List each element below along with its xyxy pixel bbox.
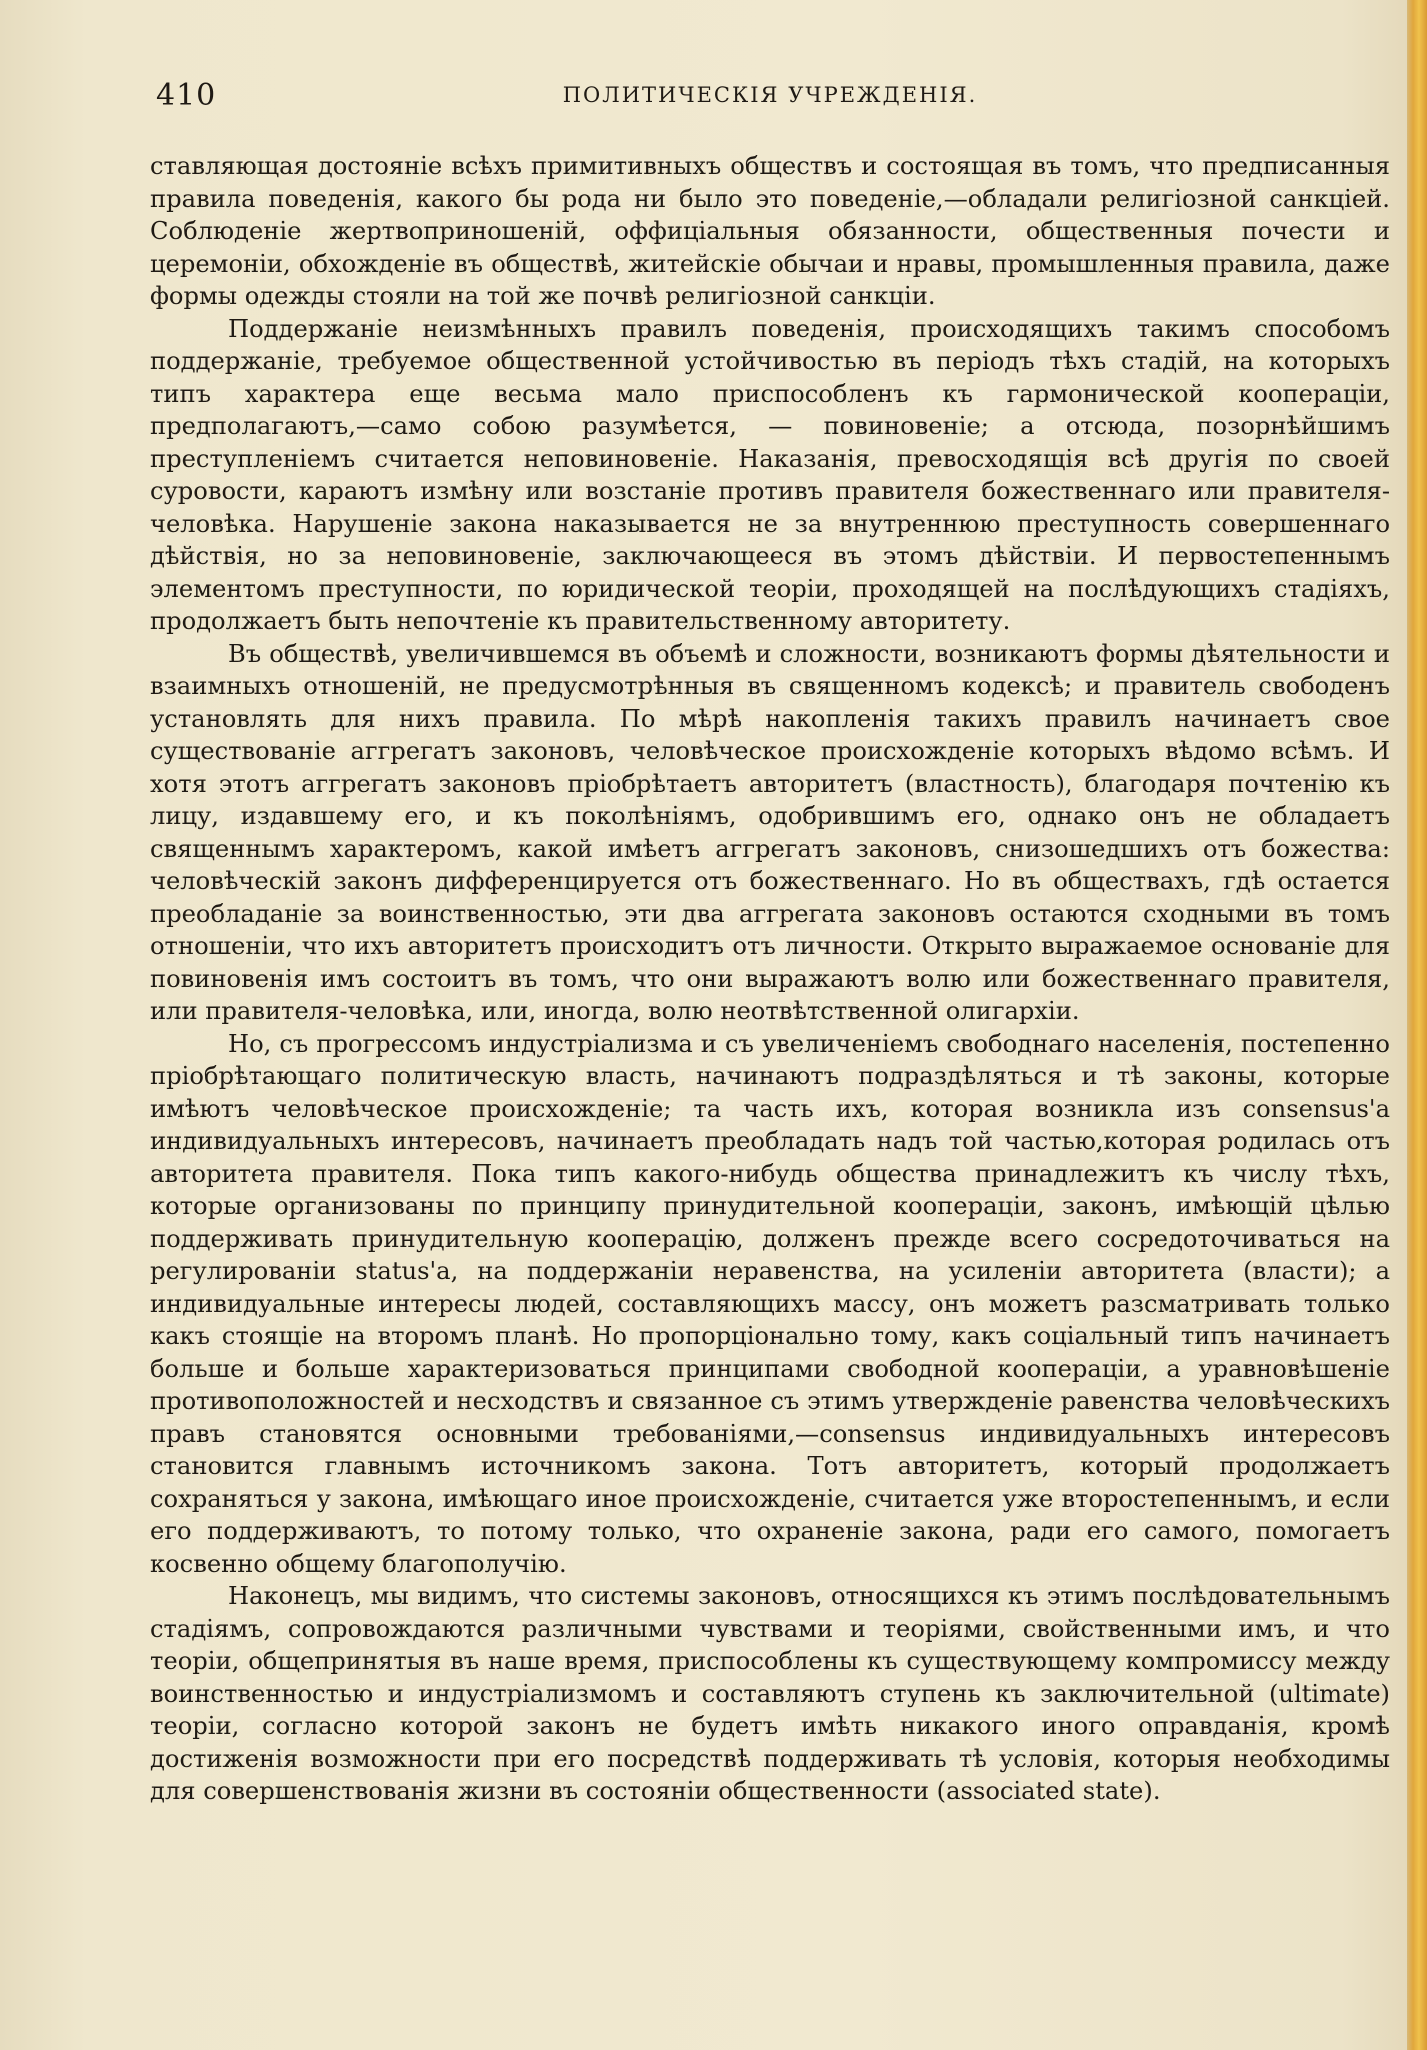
paragraph: Наконецъ, мы видимъ, что системы законовъ, относящихся къ этимъ послѣдовательнымъ стадіямъ, сопровождаются различными чувствами и теоріями, свойственными имъ, и что теоріи, общепринятыя въ наше время, приспособлены къ существующему компромиссу между воинственностью и индустріализмомъ и составляютъ ступень къ заключительной (ultimate) теоріи, согласно которой законъ не будетъ имѣть никакого иного оправданія, кромѣ достиженія возможности при его посредствѣ поддерживать тѣ условія, которыя необходимы для совершенствованія жизни въ состояніи общественности (associated state). — [150, 1582, 1390, 1805]
page-edge — [1407, 0, 1427, 2050]
paragraph: Въ обществѣ, увеличившемся въ объемѣ и сложности, возникаютъ формы дѣятельности и взаимныхъ отношеній, не предусмотрѣнныя въ священномъ кодексѣ; и правитель свободенъ установлять для нихъ правила. По мѣрѣ накопленія такихъ правилъ начинаетъ свое существованіе аггрегатъ законовъ, человѣческое происхожденіе которыхъ вѣдомо всѣмъ. И хотя этотъ аггрегатъ законовъ пріобрѣтаетъ авторитетъ (властность), благодаря почтенію къ лицу, издавшему его, и къ поколѣніямъ, одобрившимъ его, однако онъ не обладаетъ священнымъ характеромъ, какой имѣетъ аггрегатъ законовъ, снизошедшихъ отъ божества: человѣческій законъ дифференцируется отъ божественнаго. Но въ обществахъ, гдѣ остается преобладаніе за воинственностью, эти два аггрегата законовъ остаются сходными въ томъ отношеніи, что ихъ авторитетъ происходитъ отъ личности. Открыто выражаемое основаніе для повиновенія имъ состоитъ въ томъ, что они выражаютъ волю или божественнаго правителя, или правителя-человѣка, или, иногда, волю неотвѣтственной олигархіи. — [150, 639, 1390, 1025]
paragraph: ставляющая достояніе всѣхъ примитивныхъ обществъ и состоящая въ томъ, что предписанныя правила поведенія, какого бы рода ни было это поведеніе,—обладали религіозной санкціей. Соблюденіе жертвоприношеній, оффиціальныя обязанности, общественныя почести и церемоніи, обхожденіе въ обществѣ, житейскіе обычаи и нравы, промышленныя правила, даже формы одежды стояли на той же почвѣ религіозной санкціи. — [150, 152, 1390, 310]
running-header — [150, 78, 1390, 118]
running-title: ПОЛИТИЧЕСКІЯ УЧРЕЖДЕНІЯ. — [562, 83, 978, 107]
paragraph: Но, съ прогрессомъ индустріализма и съ увеличеніемъ свободнаго населенія, постепенно пріобрѣтающаго политическую власть, начинаютъ подраздѣляться и тѣ законы, которые имѣютъ человѣческое происхожденіе; та часть ихъ, которая возникла изъ consensus'а индивидуальныхъ интересовъ, начинаетъ преобладать надъ той частью,которая родилась отъ авторитета правителя. Пока типъ какого-нибудь общества принадлежитъ къ числу тѣхъ, которые организованы по принципу принудительной коопераціи, законъ, имѣющій цѣлью поддерживать принудительную кооперацію, долженъ прежде всего сосредоточиваться на регулированіи status'а, на поддержаніи неравенства, на усиленіи авторитета (власти); а индивидуальные интересы людей, составляющихъ массу, онъ можетъ разсматривать только какъ стоящіе на второмъ планѣ. Но пропорціонально тому, какъ соціальный типъ начинаетъ больше и больше характеризоваться принципами свободной коопераціи, а уравновѣшеніе противоположностей и несходствъ и связанное съ этимъ утвержденіе равенства человѣческихъ правъ становятся основными требованіями,—consensus индивидуальныхъ интересовъ становится главнымъ источникомъ закона. Тотъ авторитетъ, который продолжаетъ сохраняться у закона, имѣющаго иное происхожденіе, считается уже второстепеннымъ, и если его поддерживаютъ, то потому только, что охраненіе закона, ради его самого, помогаетъ косвенно общему благополучію. — [150, 1029, 1390, 1578]
body-text — [150, 150, 1390, 1808]
page-number: 410 — [156, 78, 217, 113]
paragraph: Поддержаніе неизмѣнныхъ правилъ поведенія, происходящихъ такимъ способомъ поддержаніе, требуемое общественной устойчивостью въ періодъ тѣхъ стадій, на которыхъ типъ характера еще весьма мало приспособленъ къ гармонической коопераціи, предполагаютъ,—само собою разумѣется, — повиновеніе; а отсюда, позорнѣйшимъ преступленіемъ считается неповиновеніе. Наказанія, превосходящія всѣ другія по своей суровости, караютъ измѣну или возстаніе противъ правителя божественнаго или правителя-человѣка. Нарушеніе закона наказывается не за внутреннюю преступность совершеннаго дѣйствія, но за неповиновеніе, заключающееся въ этомъ дѣйствіи. И первостепеннымъ элементомъ преступности, по юридической теоріи, проходящей на послѣдующихъ стадіяхъ, продолжаетъ быть непочтеніе къ правительственному авторитету. — [150, 314, 1390, 635]
